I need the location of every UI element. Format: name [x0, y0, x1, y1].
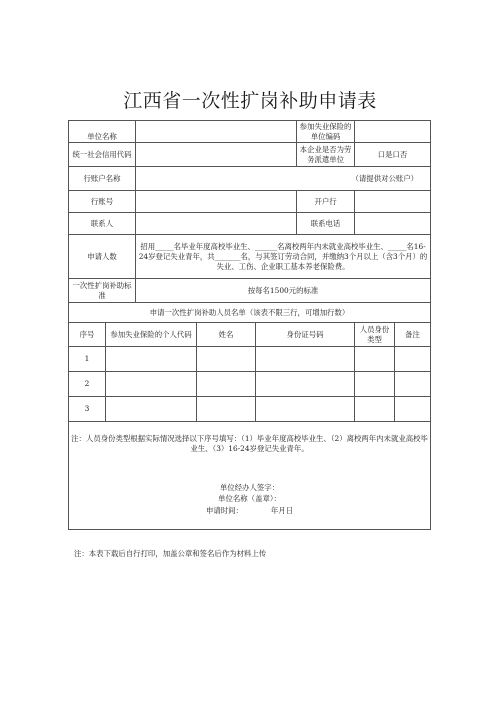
id-number-cell[interactable]	[256, 397, 355, 422]
personal-code-cell[interactable]	[106, 372, 197, 397]
list-title: 申请一次性扩岗补助人员名单（该表不限三行，可增加行数）	[69, 303, 431, 323]
table-row	[69, 347, 431, 372]
table-row	[69, 397, 431, 422]
header-identity-type: 人员身份类型	[355, 323, 395, 347]
bank-open-label: 开户行	[297, 191, 355, 213]
account-number-field[interactable]	[136, 191, 297, 213]
remark-cell[interactable]	[395, 372, 431, 397]
row-account-name	[69, 167, 431, 191]
header-id-number: 身份证号码	[256, 323, 355, 347]
applicants-label: 申请人数	[69, 235, 136, 279]
header-index: 序号	[69, 323, 106, 347]
row-credit-code	[69, 143, 431, 167]
row-index: 2	[69, 372, 106, 397]
table-row	[69, 372, 431, 397]
contact-person-field[interactable]	[136, 213, 297, 235]
identity-type-cell[interactable]	[355, 397, 395, 422]
header-remark: 备注	[395, 323, 431, 347]
row-note-signature	[69, 422, 431, 530]
row-subsidy-standard	[69, 279, 431, 303]
name-cell[interactable]	[197, 372, 256, 397]
row-list-title	[69, 303, 431, 323]
row-index: 3	[69, 397, 106, 422]
credit-code-label: 统一社会信用代码	[69, 143, 136, 167]
id-number-cell[interactable]	[256, 372, 355, 397]
personal-code-cell[interactable]	[106, 397, 197, 422]
apply-date-label: 申请时间：	[205, 506, 243, 516]
row-unit-name	[69, 121, 431, 143]
bank-open-field[interactable]	[355, 191, 431, 213]
personal-code-cell[interactable]	[106, 347, 197, 372]
application-form-table	[68, 120, 431, 530]
dispatch-options[interactable]: 口是口否	[355, 143, 431, 167]
signature-block	[71, 482, 428, 518]
identity-type-cell[interactable]	[355, 347, 395, 372]
row-index: 1	[69, 347, 106, 372]
page-title: 江西省一次性扩岗补助申请表	[123, 90, 377, 112]
remark-cell[interactable]	[395, 397, 431, 422]
contact-phone-field[interactable]	[355, 213, 431, 235]
upload-footnote: 注：本表下载后自行打印，加盖公章和签名后作为材料上传	[74, 549, 267, 558]
apply-date[interactable]	[71, 505, 428, 517]
unit-name-label: 单位名称	[69, 121, 136, 143]
row-list-headers	[69, 323, 431, 347]
credit-code-field[interactable]	[136, 143, 297, 167]
unit-seal[interactable]: 单位名称（盖章）：	[218, 494, 281, 504]
name-cell[interactable]	[197, 397, 256, 422]
header-personal-code: 参加失业保险的个人代码	[106, 323, 197, 347]
id-number-cell[interactable]	[256, 347, 355, 372]
subsidy-label: 一次性扩岗补助标准	[69, 279, 136, 303]
note-signature-cell	[69, 422, 431, 530]
applicants-text[interactable]: 招用_____名毕业年度高校毕业生、______名离校两年内未就业高校毕业生、_____名16-24岁登记失业青年，共_______名，与其签订劳动合同，并缴纳3个月以上（含3个月）的失业、工伤、企业职工基本养老保险费。	[136, 235, 431, 279]
row-applicants	[69, 235, 431, 279]
account-name-field[interactable]: （请提供对公账户）	[136, 167, 431, 191]
unit-name-field[interactable]	[136, 121, 297, 143]
handler-signature[interactable]: 单位经办人签字：	[219, 482, 280, 492]
header-name: 姓名	[197, 323, 256, 347]
account-name-label: 行账户名称	[69, 167, 136, 191]
insurance-code-label: 参加失业保险的单位编码	[297, 121, 355, 143]
remark-cell[interactable]	[395, 347, 431, 372]
contact-phone-label: 联系电话	[297, 213, 355, 235]
row-bank-account	[69, 191, 431, 213]
contact-person-label: 联系人	[69, 213, 136, 235]
insurance-code-field[interactable]	[355, 121, 431, 143]
row-contact	[69, 213, 431, 235]
identity-type-note: 注：人员身份类型根据实际情况选择以下序号填写：（1）毕业年度高校毕业生、（2）离校两年内未就业高校毕业生、（3）16-24岁登记失业青年。	[71, 434, 428, 453]
name-cell[interactable]	[197, 347, 256, 372]
account-number-label: 行账号	[69, 191, 136, 213]
identity-type-cell[interactable]	[355, 372, 395, 397]
apply-date-value: 年月日	[270, 506, 294, 516]
dispatch-question: 本企业是否为劳务派遣单位	[297, 143, 355, 167]
subsidy-value: 按每名1500元的标准	[136, 279, 431, 303]
